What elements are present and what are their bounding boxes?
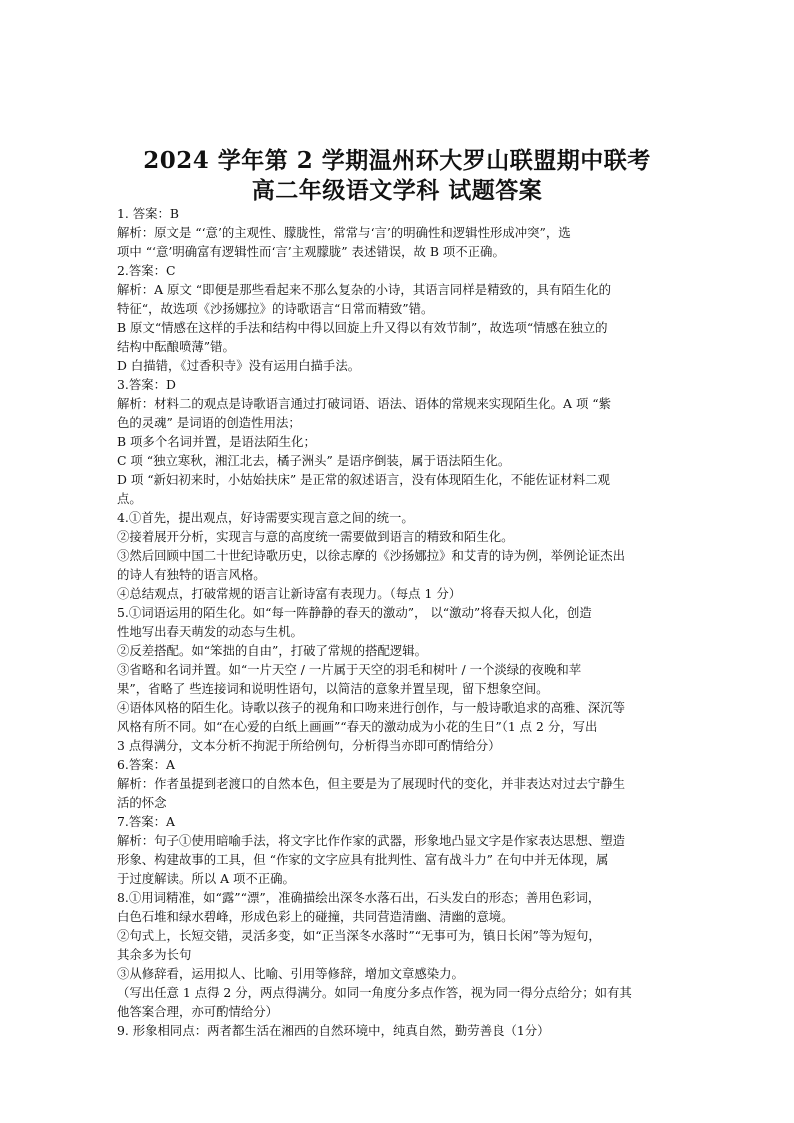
text-line: 性地写出春天萌发的动态与生机。 <box>117 624 303 639</box>
document-title-line-1: 2024 学年第 2 学期温州环大罗山联盟期中联考 <box>143 147 651 174</box>
text-line: 解析：材料二的观点是诗歌语言通过打破词语、语法、语体的常规来实现陌生化。A 项 “紫 <box>117 396 612 411</box>
text-line: 7.答案：A <box>117 814 175 829</box>
text-line: 4.①首先，提出观点，好诗需要实现言意之间的统一。 <box>117 510 414 525</box>
document-header <box>0 146 794 206</box>
text-line: 他答案合理，亦可酌情给分） <box>117 1004 279 1019</box>
text-line: ②句式上，长短交错，灵活多变，如“正当深冬水落时”“无事可为，镇日长闲”等为短句， <box>117 928 601 943</box>
text-line: D 白描错，《过香积寺》没有运用白描手法。 <box>117 358 361 373</box>
text-line: 的诗人有独特的语言风格。 <box>117 567 266 582</box>
text-line: 8.①用词精准，如“露”“漂”，准确描绘出深冬水落石出，石头发白的形态；善用色彩词， <box>117 890 601 905</box>
text-line: 项中 “‘意’明确富有逻辑性而‘言’主观朦胧” 表述错误，故 B 项不正确。 <box>117 244 505 259</box>
text-line: 色的灵魂” 是词语的创造性用法； <box>117 415 301 430</box>
text-line: 5.①词语运用的陌生化。如“每一阵静静的春天的激动”， 以“激动”将春天拟人化，创造 <box>117 605 592 620</box>
text-line: 于过度解读。所以 A 项不正确。 <box>117 871 295 886</box>
text-line: D 项 “新妇初来时，小姑始扶床” 是正常的叙述语言，没有体现陌生化，不能佐证材料二观 <box>117 472 610 487</box>
text-line: B 项多个名词并置，是语法陌生化； <box>117 434 316 449</box>
text-line: 特征“，故选项《沙扬娜拉》的诗歌语言“日常而精致”错。 <box>117 301 434 316</box>
answer-content <box>117 204 682 1040</box>
text-line: ②反差搭配。如“笨拙的自由”，打破了常规的搭配逻辑。 <box>117 643 428 658</box>
text-line: 9. 形象相同点：两者都生活在湘西的自然环境中，纯真自然，勤劳善良（1分） <box>117 1023 550 1038</box>
text-line: 2.答案：C <box>117 263 176 278</box>
text-line: 解析：作者虽提到老渡口的自然本色，但主要是为了展现时代的变化，并非表达对过去宁静生 <box>117 776 626 791</box>
text-line: 解析：原文是 “‘意’的主观性、朦胧性，常常与‘言’的明确性和逻辑性形成冲突”，选 <box>117 225 571 240</box>
text-line: 形象、构建故事的工具，但 “作家的文字应具有批判性、富有战斗力” 在句中并无体现，属 <box>117 852 609 867</box>
text-line: 点。 <box>117 491 142 506</box>
text-line: 3 点得满分，文本分析不拘泥于所给例句，分析得当亦即可酌情给分） <box>117 738 501 753</box>
text-line: ④语体风格的陌生化。诗歌以孩子的视角和口吻来进行创作，与一般诗歌追求的高雅、深沉等 <box>117 700 626 715</box>
text-line: 6.答案：A <box>117 757 175 772</box>
text-line: 1. 答案：B <box>117 206 180 221</box>
text-line: 其余多为长句 <box>117 947 192 962</box>
text-line: ③省略和名词并置。如“一片天空 / 一片属于天空的羽毛和树叶 / 一个淡绿的夜晚和苹 <box>117 662 582 677</box>
text-line: （写出任意 1 点得 2 分，两点得满分。如同一角度分多点作答，视为同一得分点给分；如有其 <box>117 985 632 1000</box>
document-title-line-2: 高二年级语文学科 试题答案 <box>251 177 543 204</box>
text-line: ④总结观点，打破常规的语言让新诗富有表现力。（每点 1 分） <box>117 586 462 601</box>
text-line: 活的怀念 <box>117 795 167 810</box>
text-line: ②接着展开分析，实现言与意的高度统一需要做到语言的精致和陌生化。 <box>117 529 514 544</box>
text-line: 3.答案：D <box>117 377 176 392</box>
text-line: 果”，省略了 些连接词和说明性语句，以简洁的意象并置呈现，留下想象空间。 <box>117 681 549 696</box>
text-line: C 项 “独立寒秋，湘江北去，橘子洲头” 是语序倒装，属于语法陌生化。 <box>117 453 511 468</box>
text-line: ③然后回顾中国二十世纪诗歌历史，以徐志摩的《沙扬娜拉》和艾青的诗为例，举例论证杰出 <box>117 548 626 563</box>
text-line: 风格有所不同。如“在心爱的白纸上画画”“春天的激动成为小花的生日”（1 点 2 分，写出 <box>117 719 598 734</box>
text-line: B 原文“情感在这样的手法和结构中得以回旋上升又得以有效节制”，故选项“情感在独立的 <box>117 320 608 335</box>
text-line: 白色石堆和绿水碧峰，形成色彩上的碰撞，共同营造清幽、清幽的意境。 <box>117 909 514 924</box>
text-line: 解析：句子①使用暗喻手法，将文字比作作家的武器，形象地凸显文字是作家表达思想、塑造 <box>117 833 626 848</box>
text-line: 解析：A 原文 “即便是那些看起来不那么复杂的小诗，其语言同样是精致的，具有陌生化的 <box>117 282 612 297</box>
text-line: ③从修辞看，运用拟人、比喻、引用等修辞，增加文章感染力。 <box>117 966 464 981</box>
text-line: 结构中酝酿喷薄”错。 <box>117 339 235 354</box>
